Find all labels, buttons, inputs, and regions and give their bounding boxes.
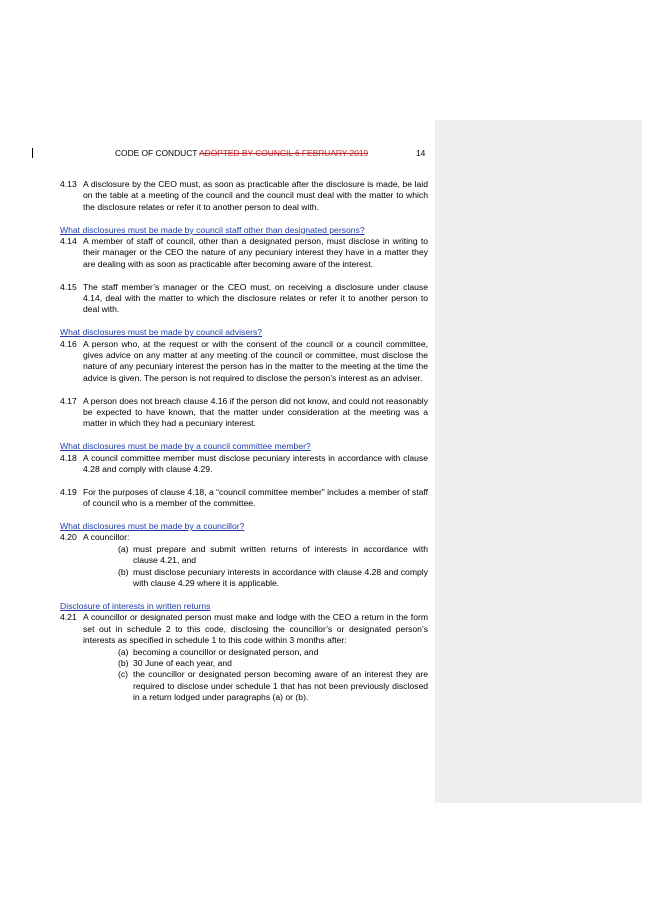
heading-written-returns[interactable]: Disclosure of interests in written returns	[60, 600, 211, 611]
heading-councillor-disclosures[interactable]: What disclosures must be made by a councillor?	[60, 521, 245, 532]
subclause-text: becoming a councillor or designated person, and	[133, 646, 319, 657]
heading-staff-disclosures[interactable]: What disclosures must be made by council staff other than designated persons?	[60, 224, 365, 235]
heading-adviser-disclosures[interactable]: What disclosures must be made by council advisers?	[60, 327, 263, 338]
clause-number: 4.19	[60, 486, 77, 497]
clause-number: 4.14	[60, 236, 77, 247]
clause-text: A disclosure by the CEO must, as soon as practicable after the disclosure is made, be laid on the table at a meeting of the council and the council must deal with the matter to which the disclosure relates or refer it to another person to deal with.	[83, 179, 428, 212]
subclause-label: (a)	[118, 646, 129, 657]
subclause-label: (a)	[118, 543, 129, 554]
clause-number: 4.18	[60, 452, 77, 463]
clause-text: A council committee member must disclose pecuniary interests in accordance with clause 4.28 and comply with clause 4.29.	[83, 452, 428, 475]
clause-4-18	[60, 453, 428, 476]
clause-number: 4.17	[60, 395, 77, 406]
subclause-4-21-c	[118, 669, 428, 703]
header-title: CODE OF CONDUCT	[115, 148, 198, 158]
clause-4-19	[60, 487, 428, 510]
heading-committee-disclosures[interactable]: What disclosures must be made by a council committee member?	[60, 441, 311, 452]
clause-text: A person does not breach clause 4.16 if the person did not know, and could not reasonably be expected to have known, that the matter under consideration at the meeting was a matter in which they had a pecuniary interest.	[83, 395, 428, 429]
clause-number: 4.15	[60, 281, 77, 292]
subclause-label: (b)	[118, 657, 129, 668]
subclause-4-20-a	[118, 544, 428, 567]
clause-4-17	[60, 396, 428, 430]
subclause-label: (b)	[118, 566, 129, 577]
subclause-4-20-b	[118, 567, 428, 590]
subclause-text: 30 June of each year, and	[133, 657, 232, 668]
clause-4-20	[60, 532, 428, 543]
page-header	[115, 148, 430, 160]
clause-text: A councillor:	[83, 532, 130, 543]
clause-text: The staff member’s manager or the CEO must, on receiving a disclosure under clause 4.14, deal with the matter to which the disclosure relates or refer it to another person to deal with.	[83, 281, 428, 315]
comment-pane	[435, 120, 642, 803]
clause-4-15	[60, 282, 428, 316]
clause-4-21	[60, 612, 428, 646]
subclause-text: must disclose pecuniary interests in accordance with clause 4.28 and comply with clause 4.29 where it is applicable.	[133, 566, 428, 589]
document-body	[60, 179, 428, 704]
clause-text: A member of staff of council, other than a designated person, must disclose in writing to their manager or the CEO the nature of any pecuniary interest they have in a matter they are dealing with as soon as practicable after becoming aware of the interest.	[83, 236, 428, 269]
clause-number: 4.20	[60, 532, 77, 543]
page-number: 14	[416, 148, 426, 158]
clause-number: 4.21	[60, 612, 77, 623]
subclause-text: must prepare and submit written returns of interests in accordance with clause 4.21, and	[133, 543, 428, 566]
change-bar	[32, 148, 33, 158]
clause-number: 4.13	[60, 179, 77, 189]
header-deleted-text: ADOPTED BY COUNCIL 6 FEBRUARY 2019	[199, 148, 369, 158]
clause-4-14	[60, 236, 428, 270]
subclause-4-21-a	[118, 647, 428, 658]
clause-4-13	[60, 179, 428, 213]
clause-text: For the purposes of clause 4.18, a “council committee member” includes a member of staff of council who is a member of the committee.	[83, 486, 428, 509]
clause-text: A councillor or designated person must make and lodge with the CEO a return in the form set out in schedule 2 to this code, disclosing the councillor’s or designated person’s interests as specified in schedule 1 to this code within 3 months after:	[83, 612, 428, 646]
subclause-4-21-b	[118, 658, 428, 669]
clause-text: A person who, at the request or with the consent of the council or a council committee, gives advice on any matter at any meeting of the council or committee, must disclose the nature of any pecuniary interest the person has in the matter to the meeting at the time the advice is given. The person is not required to disclose the person’s interest as an adviser.	[83, 338, 428, 383]
clause-number: 4.16	[60, 338, 77, 349]
subclause-text: the councillor or designated person becoming aware of an interest they are required to disclose under schedule 1 that has not been previously disclosed in a return lodged under paragraphs (a) or (b).	[133, 669, 428, 703]
clause-4-16	[60, 339, 428, 385]
subclause-label: (c)	[118, 669, 129, 680]
